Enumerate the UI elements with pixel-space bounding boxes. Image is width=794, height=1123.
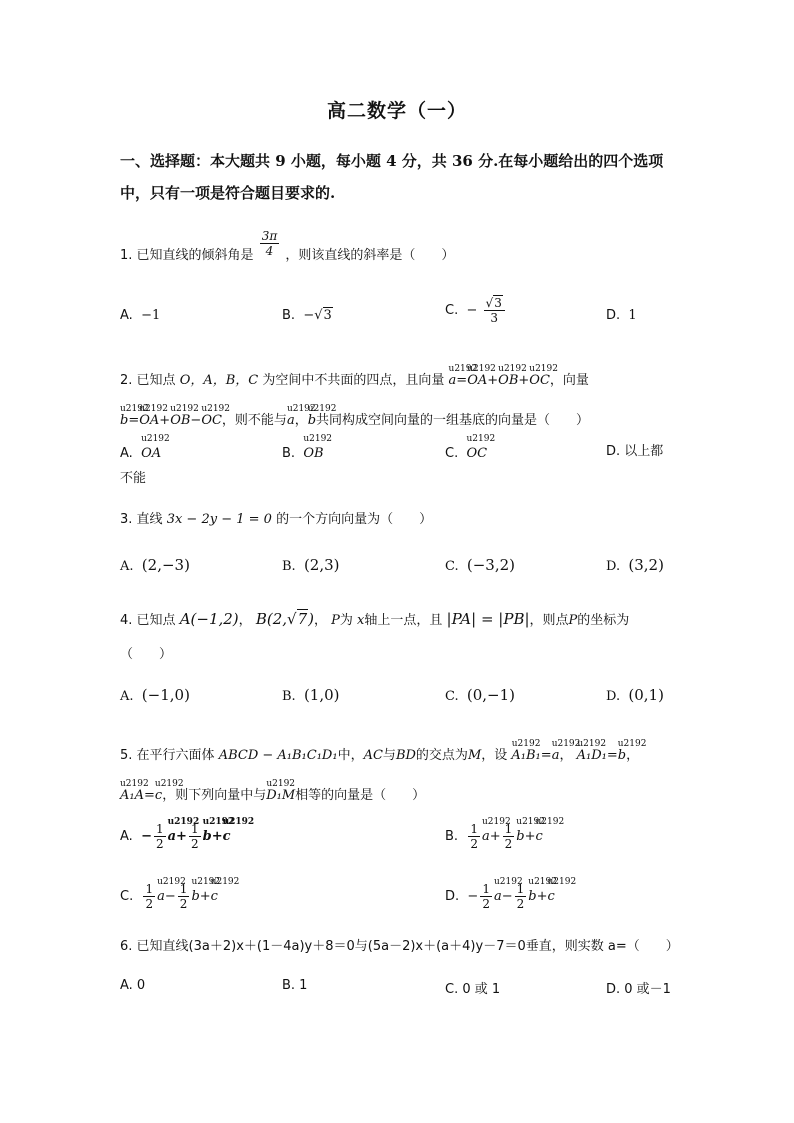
question-3: 3. 直线 3x − 2y − 1 = 0 的一个方向向量为（ ） [120, 512, 433, 527]
option-b[interactable]: B. $\frac{1}{2}$ u2192 a+ $\frac{1}{2}$ u2192 b+u2192 c [445, 822, 543, 851]
question-5-options-row1 [120, 822, 680, 856]
question-1 [120, 228, 680, 284]
question-4 [120, 602, 680, 672]
option-b[interactable]: B. −√3 [282, 308, 332, 323]
option-a[interactable]: A. (−1,0) [120, 686, 190, 704]
question-2-line1: 2. 已知点 O，A，B，C 为空间中不共面的四点，且向量 u2192 a=u2192 OA+u2192 OB+u2192 OC，向量 [120, 358, 680, 398]
question-2-options [120, 440, 680, 466]
section-header [120, 145, 680, 209]
option-d[interactable]: D. (3,2) [606, 556, 664, 574]
question-5-line2: u2192 A₁A=u2192 c，则下列向量中与u2192 D₁M相等的向量是（ ） [120, 773, 680, 813]
question-1-suffix: ，则该直线的斜率是（ ） [285, 248, 455, 263]
option-c[interactable]: C. 0 或 1 [445, 982, 501, 997]
question-5-options-row2 [120, 882, 680, 916]
option-b[interactable]: B. (1,0) [282, 686, 340, 704]
question-5-line1: 5. 在平行六面体 ABCD − A₁B₁C₁D₁中，AC与BD的交点为M，设 u2192 A₁B₁=u2192 a， u2192 A₁D₁=u2192 b， [120, 733, 680, 773]
question-2 [120, 358, 680, 438]
option-a[interactable]: A. u2192 OA [120, 440, 161, 461]
option-a[interactable]: A. (2,−3) [120, 556, 190, 574]
page-title: 高二数学（一） [326, 100, 467, 122]
question-2-line2: u2192 b=u2192 OA+u2192 OB−u2192 OC，则不能与u2192 a，u2192 b共同构成空间向量的一组基底的向量是（ ） [120, 398, 680, 438]
question-4-line2: （ ） [120, 647, 173, 662]
question-1-fraction: $\frac{3\pi}{4}$ [261, 229, 278, 258]
question-3-options [120, 556, 680, 582]
option-c[interactable]: C. (−3,2) [445, 556, 516, 574]
question-1-options [120, 296, 680, 334]
section-header-line1: 一、选择题：本大题共 9 小题，每小题 4 分，共 36 分.在每小题给出的四个选项 [120, 152, 664, 170]
option-b[interactable]: B. 1 [282, 978, 308, 993]
section-header-line2: 中，只有一项是符合题目要求的. [120, 184, 336, 202]
option-c[interactable]: C. − $\frac{√3}{3}$ [445, 296, 507, 325]
option-d[interactable]: D. 0 或－1 [606, 982, 671, 997]
option-a[interactable]: A. −1 [120, 308, 161, 323]
question-6-options [120, 978, 680, 1004]
option-c[interactable]: C. $\frac{1}{2}$ u2192 a− $\frac{1}{2}$ u2192 b+u2192 c [120, 882, 218, 911]
option-b[interactable]: B. (2,3) [282, 556, 340, 574]
option-d-wrap: 不能 [120, 471, 147, 486]
option-b[interactable]: B. u2192 OB [282, 440, 324, 461]
option-d[interactable]: D. − $\frac{1}{2}$ u2192 a− $\frac{1}{2}$ u2192 b+u2192 c [445, 882, 555, 911]
question-4-options [120, 686, 680, 712]
question-1-prefix: 1. 已知直线的倾斜角是 [120, 248, 254, 263]
option-c[interactable]: C. u2192 OC [445, 440, 487, 461]
option-c[interactable]: C. (0,−1) [445, 686, 516, 704]
option-a[interactable]: A. − $\frac{1}{2}$ u2192 a+ $\frac{1}{2}$ u2192 b+u2192 c [120, 822, 231, 851]
question-4-line1: 4. 已知点 A(−1,2)， B(2,√7)， P为 x轴上一点，且 |PA| = |PB|，则点P的坐标为 [120, 610, 630, 628]
option-a[interactable]: A. 0 [120, 978, 146, 993]
question-5 [120, 733, 680, 813]
option-d[interactable]: D. 以上都 [606, 444, 664, 459]
option-d[interactable]: D. (0,1) [606, 686, 664, 704]
question-6: 6. 已知直线(3a＋2)x＋(1－4a)y＋8＝0与(5a－2)x＋(a＋4)y－7＝0垂直，则实数 a=（ ） [120, 939, 679, 954]
option-d[interactable]: D. 1 [606, 308, 637, 323]
